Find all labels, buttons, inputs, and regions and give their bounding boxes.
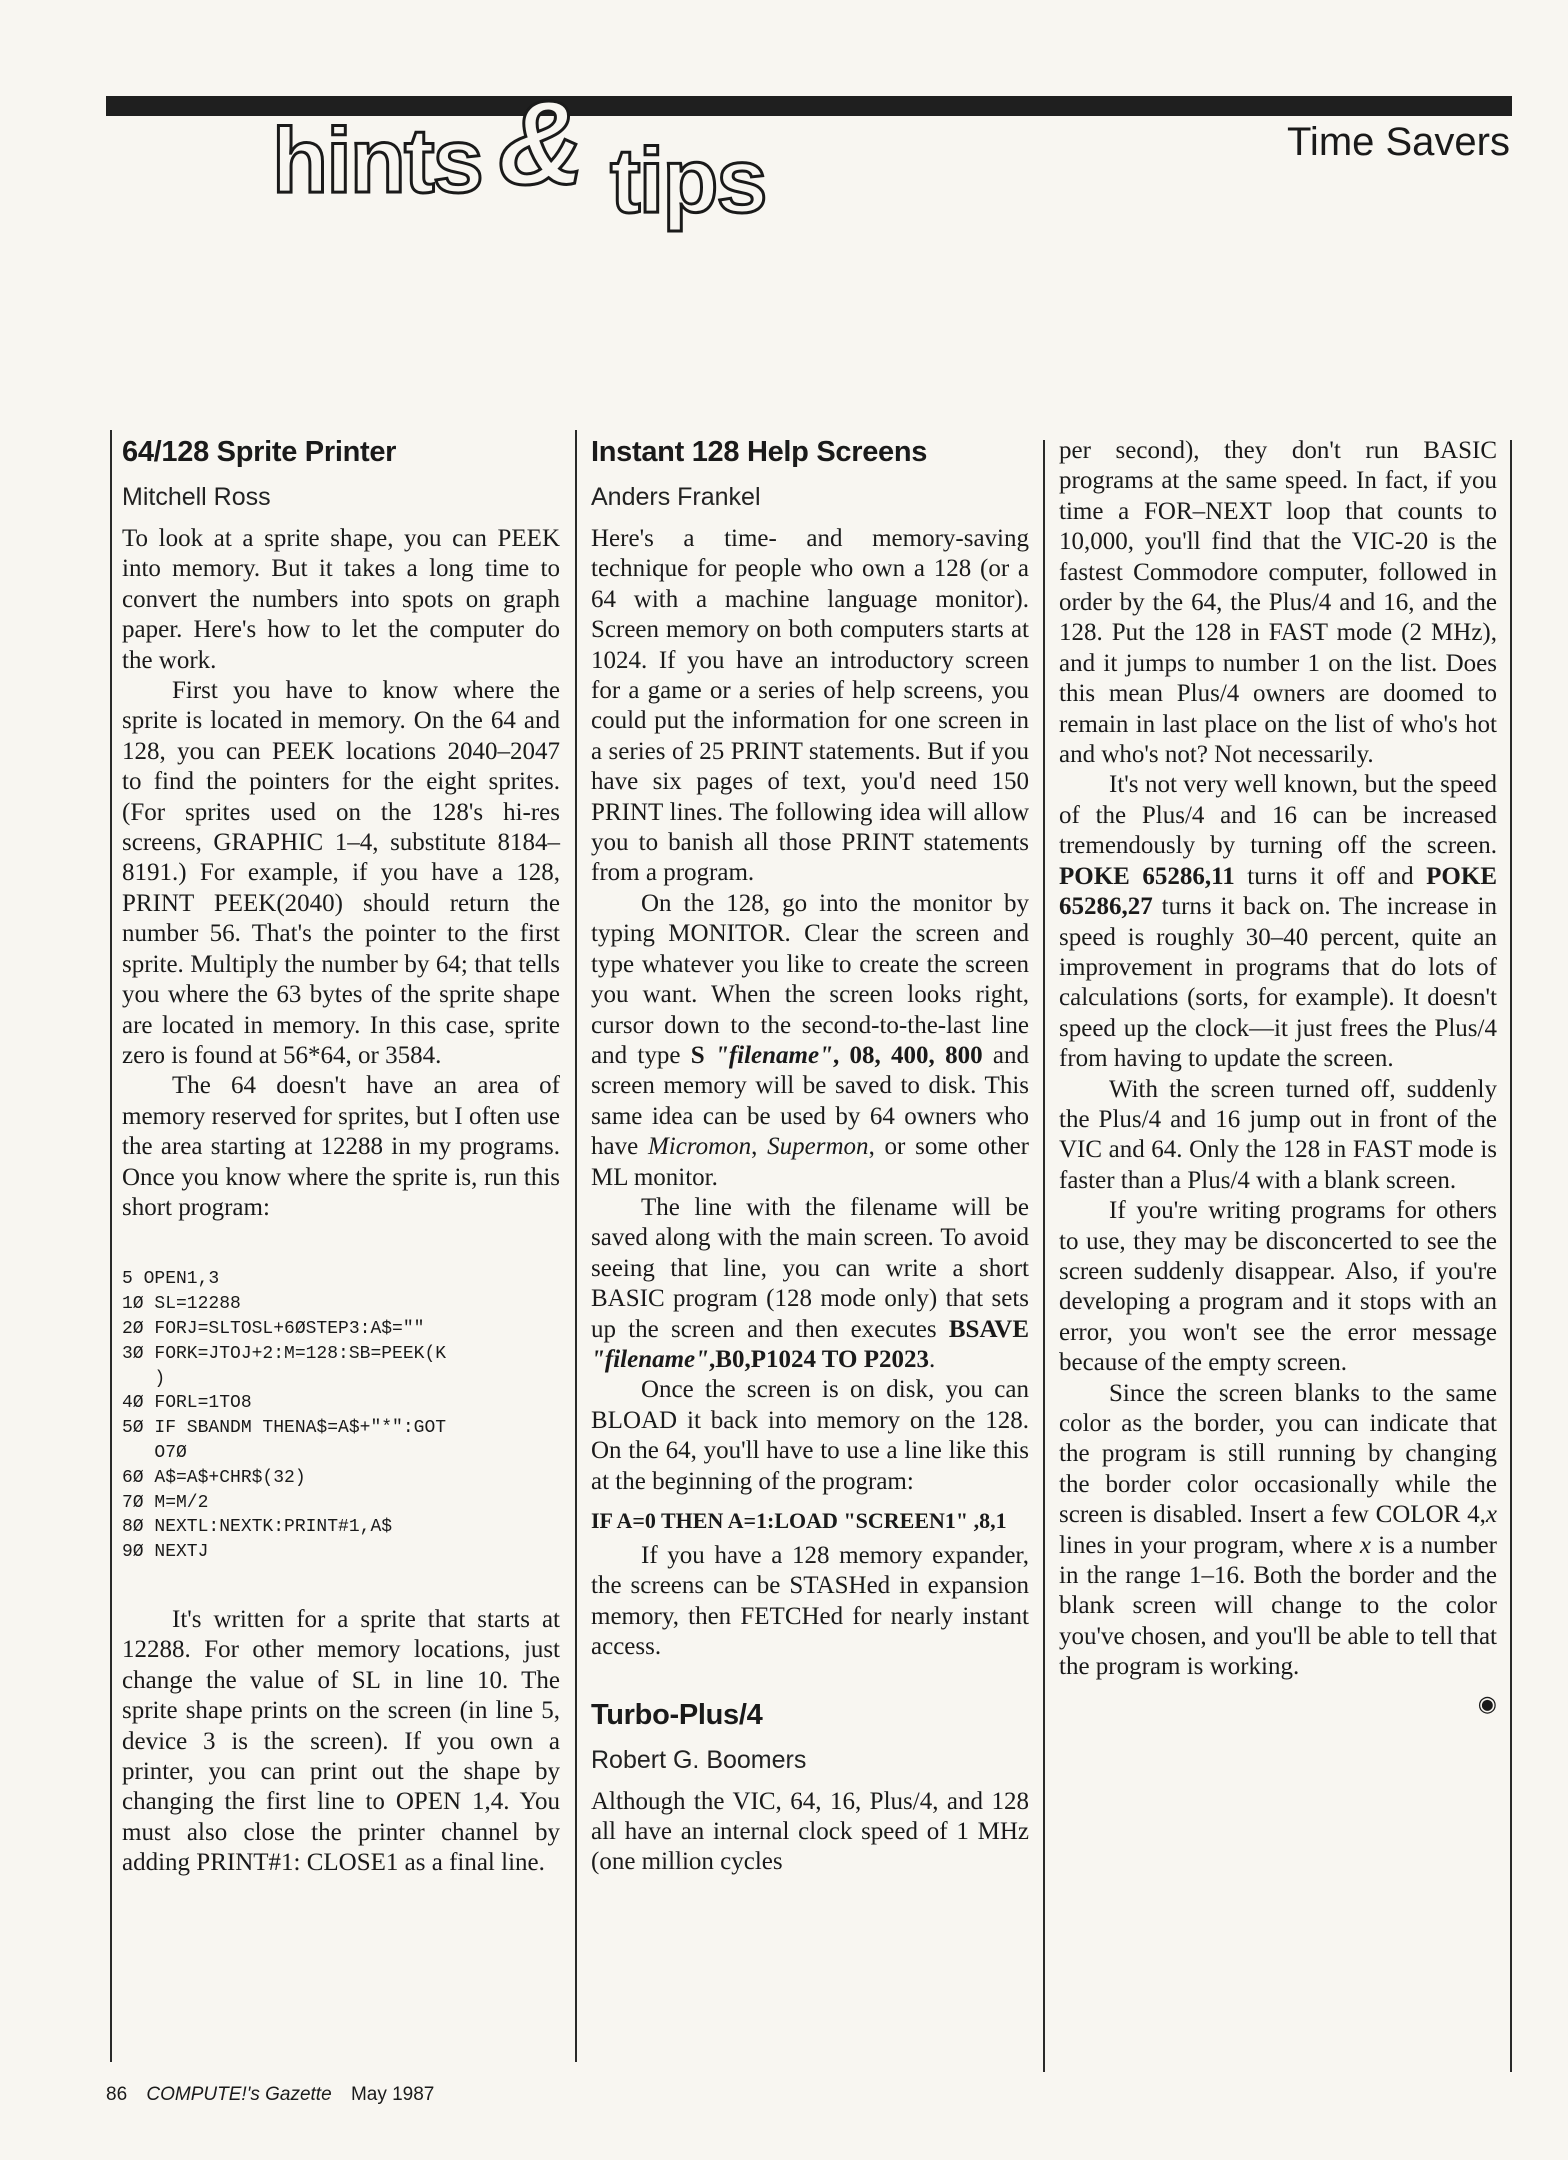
code-line: IF A=0 THEN A=1:LOAD "SCREEN1" ,8,1 <box>591 1508 1007 1533</box>
article-title: Turbo-Plus/4 <box>591 1698 763 1731</box>
article-title: Instant 128 Help Screens <box>591 436 928 468</box>
svg-text:&: & <box>498 92 585 210</box>
end-mark-icon: ◉ <box>1477 1690 1497 1716</box>
paragraph: First you have to know where the sprite is located in memory. On the 64 and 128, you can PEEK locations 2040–2047 to find the pointers for the eight sprites. (For sprites used on the 128's hi-res screens, GRAPHIC 1–4, substitute 8184–8191.) For example, if you have a 128, PRINT PEEK(2040) should return the number 56. That's the pointer to the first sprite. Multiply the number by 64; that tells you where the 63 bytes of the sprite shape are located in memory. In this case, sprite zero is found at 56*64, or 3584. <box>122 677 560 1069</box>
monitor-command: S "filename", 08, 400, 800 <box>690 1041 983 1069</box>
column-rule-middle-2 <box>1043 440 1045 2072</box>
program-listing: 5 OPEN1,3 1Ø SL=12288 2Ø FORJ=SLTOSL+6ØSTEP3:A$="" 3Ø FORK=JTOJ+2:M=128:SB=PEEK(K ) 4Ø FORL=1TO8 5Ø IF SBANDM THENA$=A$+"*":GOT O7Ø 6Ø A$=A$+CHR$(32) 7Ø M=M/2 8Ø NEXTL:NEXTK:PRINT#1,A$ 9Ø NEXTJ <box>122 1269 447 1563</box>
article-author: Robert G. Boomers <box>591 1745 807 1774</box>
section-label: Time Savers <box>1286 120 1510 164</box>
paragraph: The 64 doesn't have an area of memory reserved for sprites, but I often use the area starting at 12288 in my programs. Once you know where the sprite is, run this short program: <box>122 1072 560 1221</box>
paragraph: Here's a time- and memory-saving technique for people who own a 128 (or a 64 with a machine language monitor). Screen memory on both computers starts at 1024. If you have an introductory screen for a game or a series of help screens, you could put the information for one screen in a series of 25 PRINT statements. But if you have six pages of text, you'd need 150 PRINT lines. The following idea will allow you to banish all those PRINT statements from a program. <box>591 525 1029 887</box>
column-1 <box>122 430 560 1879</box>
paragraph: On the 128, go into the monitor by typing MONITOR. Clear the screen and type whatever you like to create the screen you want. When the screen looks right, cursor down to the second-to-the-last line and type S "filename", 08, 400, 800 and screen memory will be saved to disk. This same idea can be used by 64 owners who have Micromon, Supermon, or some other ML monitor. <box>591 889 1030 1191</box>
paragraph: To look at a sprite shape, you can PEEK into memory. But it takes a long time to convert the numbers into spots on graph paper. Here's how to let the computer do the work. <box>122 525 560 674</box>
svg-text:tips: tips <box>610 130 766 232</box>
svg-text:hints: hints <box>272 110 482 212</box>
paragraph: It's written for a sprite that starts at 12288. For other memory locations, just change the value of SL in line 10. The sprite shape prints on the screen (in line 5, device 3 is the screen). If you own a printer, you can print out the shape by changing the first line to OPEN 1,4. You must also close the printer channel by adding PRINT#1: CLOSE1 as a final line. <box>122 1605 560 1877</box>
column-rule-middle-1 <box>575 430 577 2062</box>
paragraph: If you have a 128 memory expander, the screens can be STASHed in expansion memory, then FETCHed for nearly instant access. <box>591 1542 1029 1661</box>
paragraph: Although the VIC, 64, 16, Plus/4, and 128 all have an internal clock speed of 1 MHz (one million cycles <box>591 1787 1029 1876</box>
article-author: Anders Frankel <box>591 483 761 511</box>
magazine-name: COMPUTE!'s Gazette <box>146 2084 332 2105</box>
article-title: 64/128 Sprite Printer <box>122 436 397 468</box>
paragraph: Since the screen blanks to the same color as the border, you can indicate that the program is still running by changing the border color occasionally while the screen is disabled. Insert a few COLOR 4,x lines in your program, where x is a number in the range 1–16. Both the border and the blank screen will change to the color you've chosen, and you'll be able to tell that the program is working. <box>1059 1379 1497 1681</box>
column-rule-right <box>1510 440 1512 2072</box>
page-footer <box>106 2084 434 2106</box>
issue-date: May 1987 <box>350 2084 435 2105</box>
paragraph: If you're writing programs for others to use, they may be disconcerted to see the screen suddenly disappear. Also, if you're developing a program and it stops with an error, you won't see the error message because of the empty screen. <box>1059 1197 1497 1377</box>
bsave-command: BSAVE "filename",B0,P1024 TO P2023 <box>591 1315 1029 1373</box>
paragraph: per second), they don't run BASIC programs at the same speed. In fact, if you time a FOR–NEXT loop that counts to 10,000, you'll find that the VIC-20 is the fastest Commodore computer, followed in order by the 64, the Plus/4 and 16, and the 128. Put the 128 in FAST mode (2 MHz), and it jumps to number 1 on the list. Does this mean Plus/4 owners are doomed to remain in last place on the list of who's hot and who's not? Not necessarily. <box>1059 437 1497 769</box>
column-3 <box>1059 436 1497 1719</box>
paragraph: The line with the filename will be saved along with the main screen. To avoid seeing that line, you can write a short BASIC program (128 mode only) that sets up the screen and then executes BSAVE "filename",B0,P1024 TO P2023. <box>591 1193 1029 1373</box>
column-rule-left <box>110 430 112 2062</box>
paragraph: With the screen turned off, suddenly the Plus/4 and 16 jump out in front of the VIC and 64. Only the 128 in FAST mode is faster than a Plus/4 with a blank screen. <box>1059 1075 1497 1194</box>
hints-tips-logo <box>270 92 810 242</box>
column-2 <box>591 430 1029 1878</box>
page-number: 86 <box>106 2084 128 2105</box>
paragraph: Once the screen is on disk, you can BLOAD it back into memory on the 128. On the 64, you'll have to use a line like this at the beginning of the program: <box>591 1376 1029 1495</box>
paragraph: It's not very well known, but the speed of the Plus/4 and 16 can be increased tremendously by turning off the screen. POKE 65286,11 turns it off and POKE 65286,27 turns it back on. The increase in speed is roughly 30–40 percent, quite an improvement in programs that do lots of calculations (sorts, for example). It doesn't speed up the clock—it just frees the Plus/4 from having to update the screen. <box>1059 771 1497 1073</box>
article-author: Mitchell Ross <box>122 483 271 511</box>
